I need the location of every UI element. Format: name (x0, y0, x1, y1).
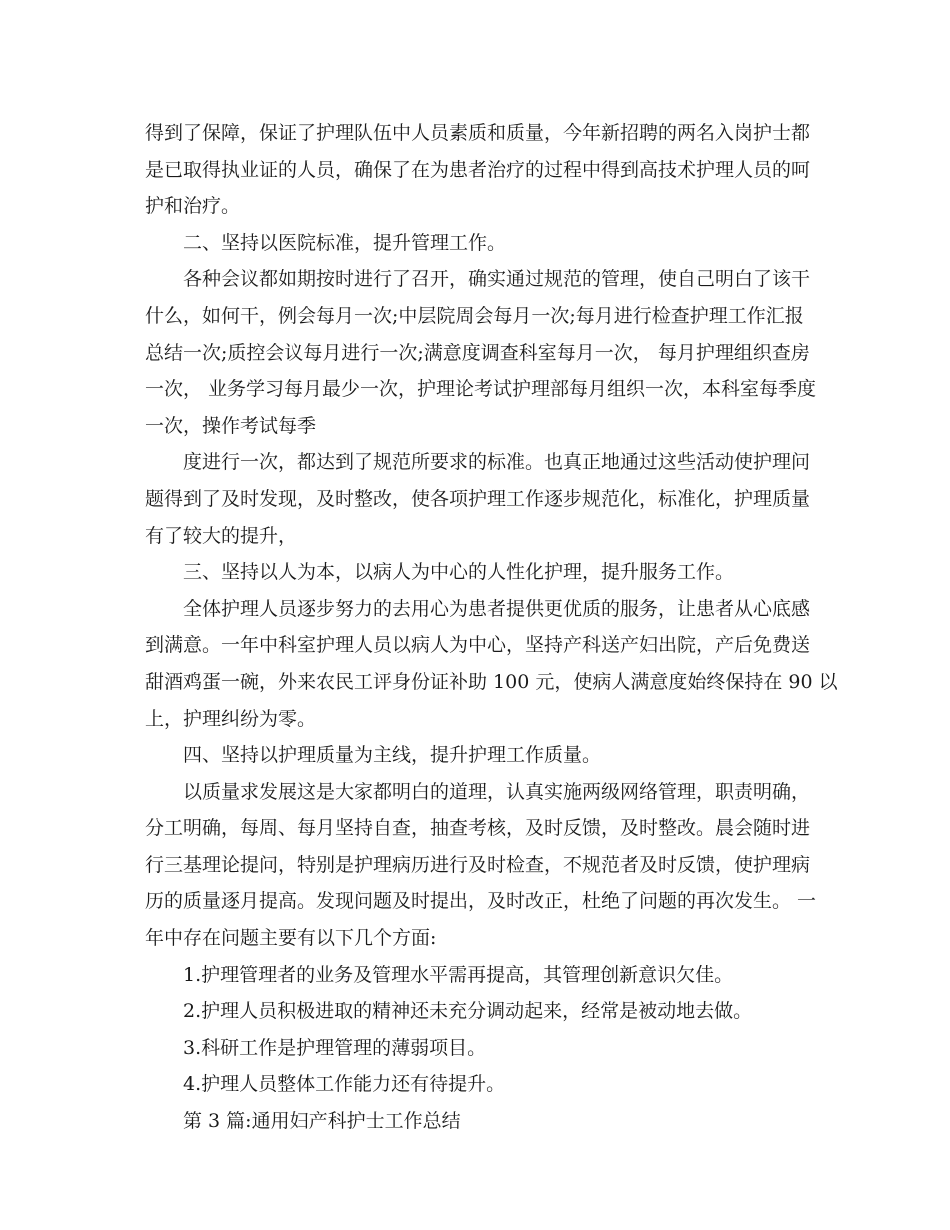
paragraph-line: 度进行一次，都达到了规范所要求的标准。也真正地通过这些活动使护理问 (183, 451, 811, 474)
paragraph-line: 以质量求发展这是大家都明白的道理，认真实施两级网络管理，职责明确， (183, 780, 811, 803)
paragraph-line: 总结一次;质控会议每月进行一次;满意度调查科室每月一次， 每月护理组织查房 (145, 341, 810, 364)
list-item: 4.护理人员整体工作能力还有待提升。 (183, 1073, 506, 1096)
paragraph-line: 分工明确，每周、每月坚持自查，抽查考核，及时反馈，及时整改。晨会随时进 (145, 817, 811, 840)
paragraph-line: 年中存在问题主要有以下几个方面: (145, 927, 437, 950)
paragraph-line: 是已取得执业证的人员，确保了在为患者治疗的过程中得到高技术护理人员的呵 (145, 158, 811, 181)
paragraph-line: 甜酒鸡蛋一碗，外来农民工评身份证补助 100 元，使病人满意度始终保持在 90 以 (145, 670, 838, 693)
paragraph-line: 一次，操作考试每季 (145, 414, 317, 437)
list-item: 3.科研工作是护理管理的薄弱项目。 (183, 1036, 487, 1059)
section-heading: 二、坚持以医院标准，提升管理工作。 (183, 231, 507, 254)
paragraph-line: 行三基理论提问，特别是护理病历进行及时检查，不规范者及时反馈，使护理病 (145, 853, 811, 876)
paragraph-line: 各种会议都如期按时进行了召开，确实通过规范的管理，使自己明白了该干 (183, 268, 811, 291)
paragraph-line: 上，护理纠纷为零。 (145, 707, 317, 730)
list-item: 2.护理人员积极进取的精神还未充分调动起来，经常是被动地去做。 (183, 1000, 753, 1023)
section-heading: 三、坚持以人为本，以病人为中心的人性化护理，提升服务工作。 (183, 561, 735, 584)
paragraph-line: 什么，如何干，例会每月一次;中层院周会每月一次;每月进行检查护理工作汇报 (145, 304, 804, 327)
paragraph-line: 题得到了及时发现，及时整改，使各项护理工作逐步规范化，标准化，护理质量 (145, 487, 811, 510)
paragraph-line: 有了较大的提升， (145, 524, 298, 547)
document-body (145, 115, 838, 1140)
paragraph-line: 护和治疗。 (145, 195, 241, 218)
paragraph-line: 一次， 业务学习每月最少一次，护理论考试护理部每月组织一次，本科室每季度 (145, 378, 817, 401)
paragraph-line: 全体护理人员逐步努力的去用心为患者提供更优质的服务，让患者从心底感 (183, 597, 811, 620)
paragraph-line: 得到了保障，保证了护理队伍中人员素质和质量，今年新招聘的两名入岗护士都 (145, 122, 811, 144)
paragraph-line: 到满意。一年中科室护理人员以病人为中心，坚持产科送产妇出院，产后免费送 (145, 634, 811, 657)
section-heading: 四、坚持以护理质量为主线，提升护理工作质量。 (183, 744, 602, 767)
paragraph-line: 历的质量逐月提高。发现问题及时提出，及时改正，杜绝了问题的再次发生。 一 (145, 890, 817, 913)
list-item: 1.护理管理者的业务及管理水平需再提高，其管理创新意识欠佳。 (183, 963, 734, 986)
chapter-title: 第 3 篇:通用妇产科护士工作总结 (183, 1110, 461, 1133)
